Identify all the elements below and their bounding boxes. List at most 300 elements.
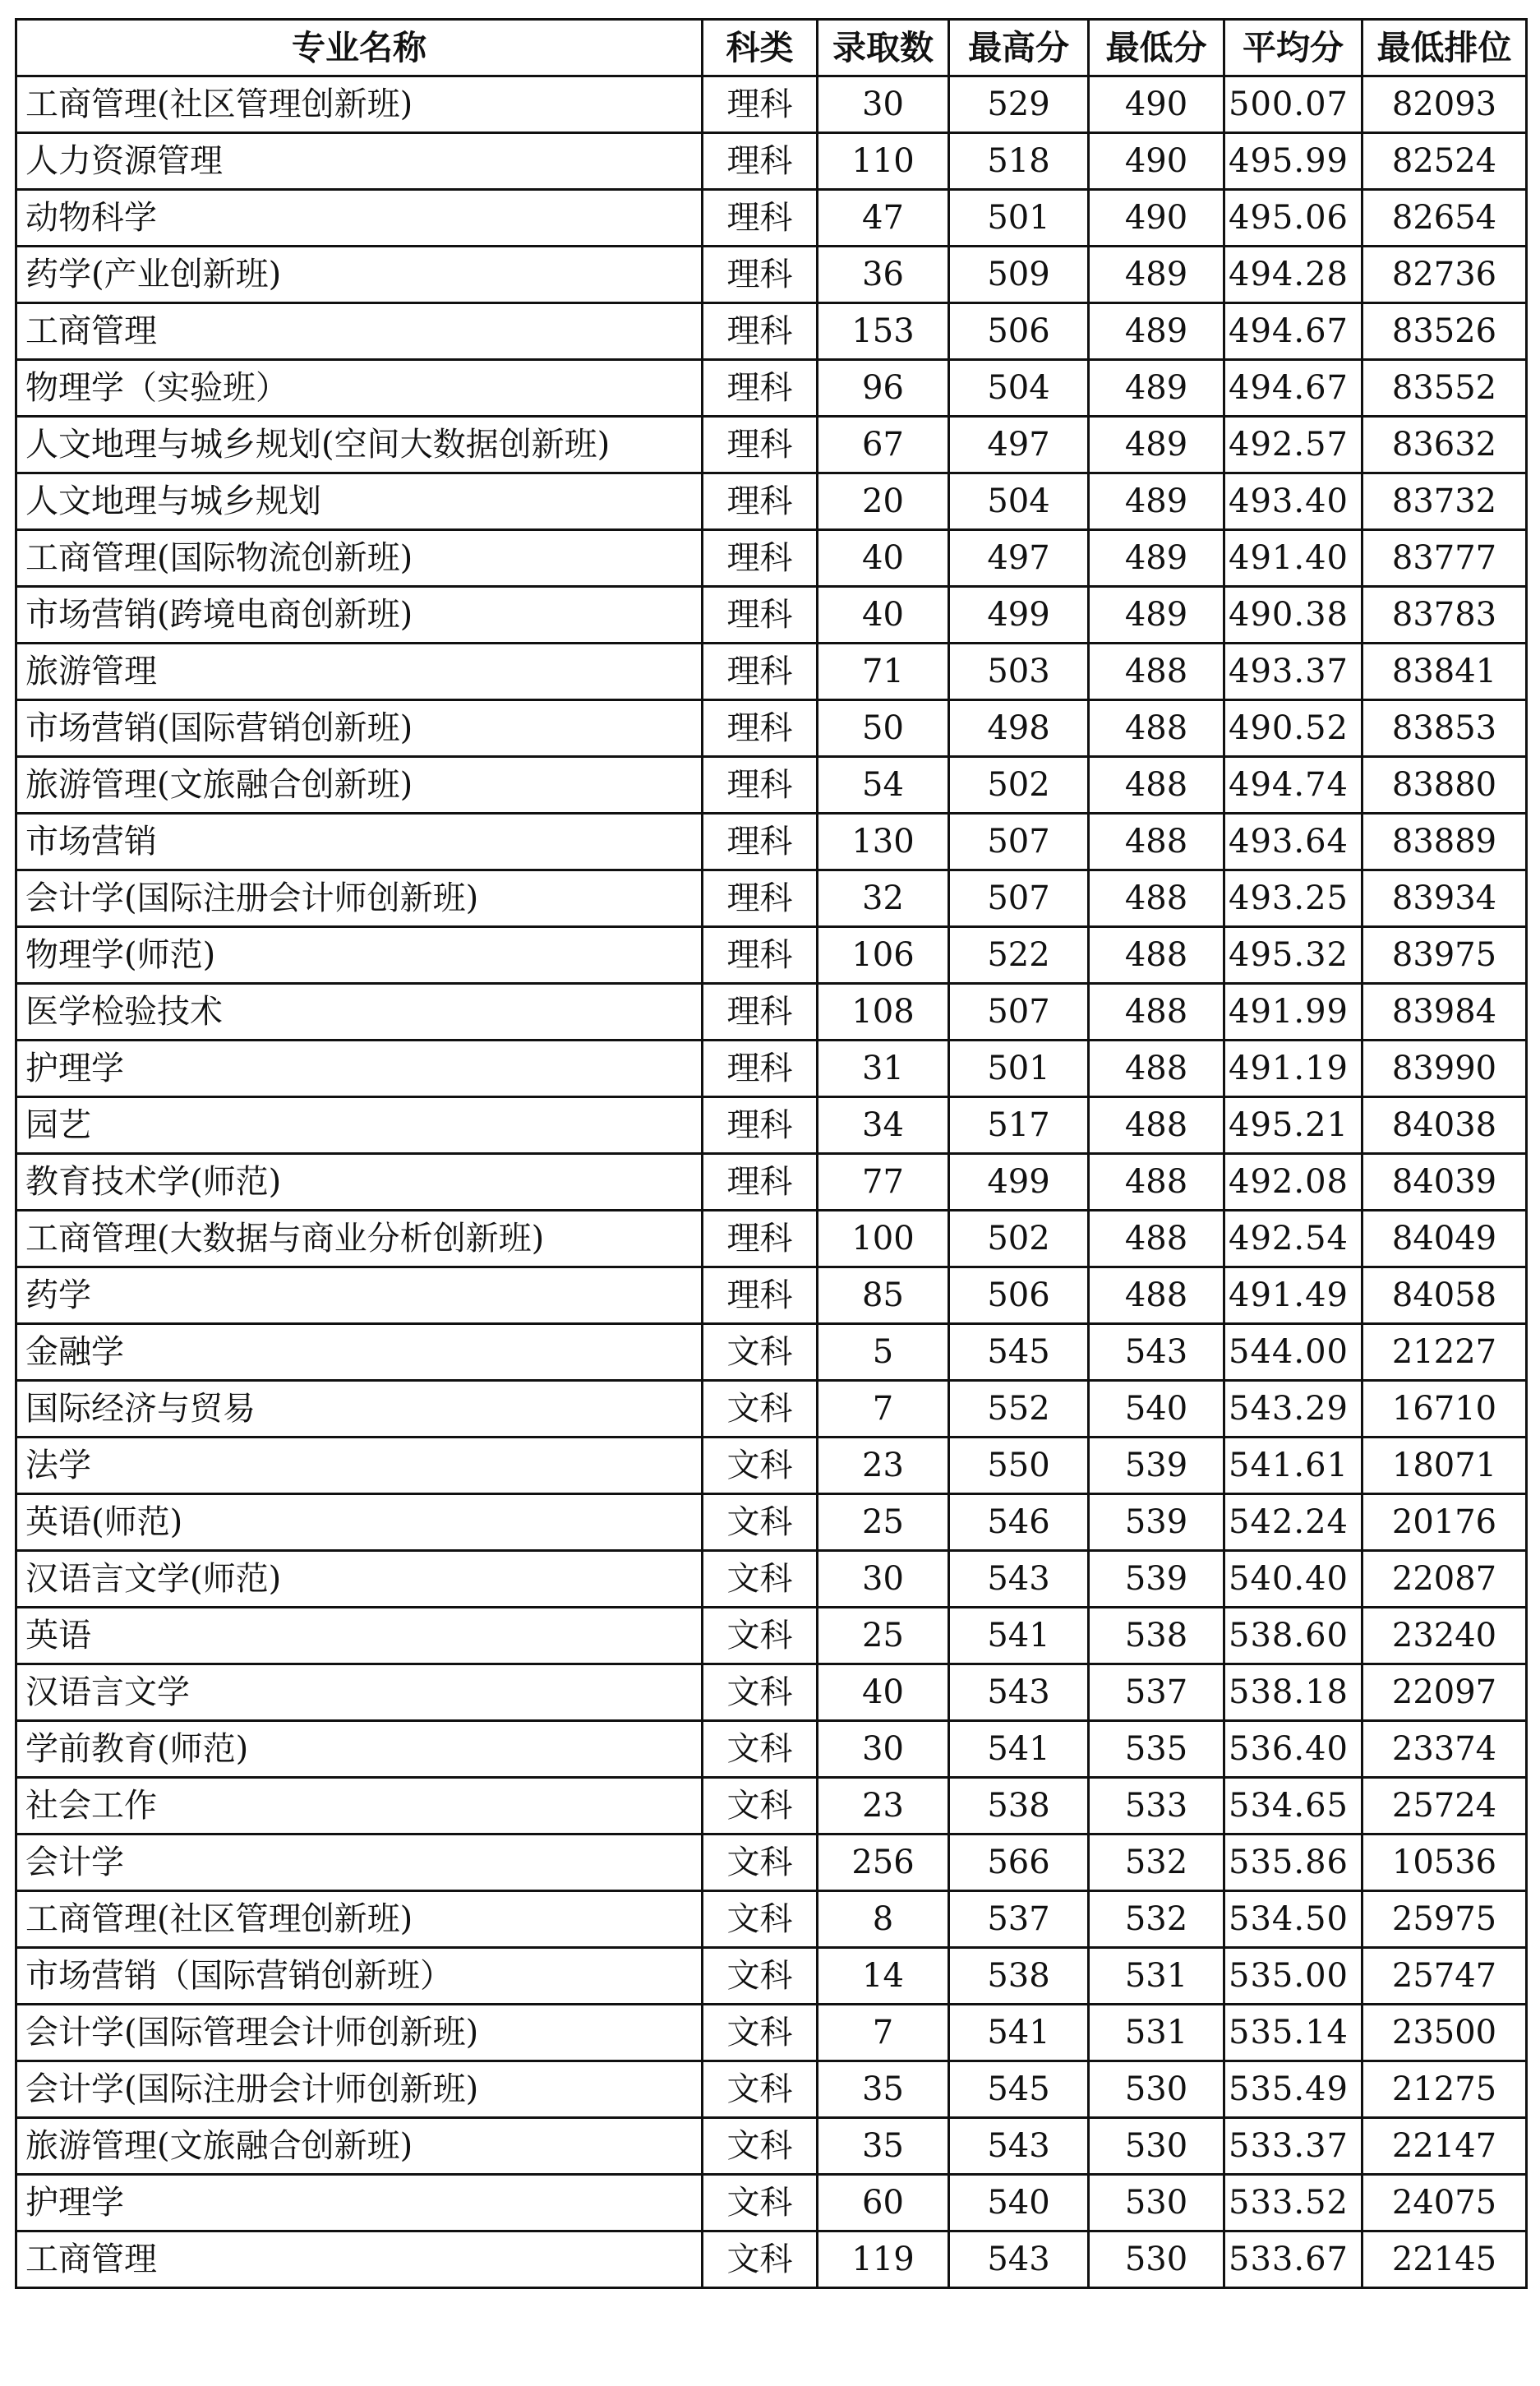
category-cell: 理科 [703, 927, 818, 984]
average-score-cell: 533.67 [1224, 2231, 1362, 2288]
major-name-cell: 法学 [16, 1438, 703, 1494]
admitted-count-cell: 96 [818, 360, 949, 417]
average-score-cell: 536.40 [1224, 1721, 1362, 1778]
table-row [16, 814, 1527, 870]
major-name-cell: 医学检验技术 [16, 984, 703, 1041]
lowest-rank-cell: 22147 [1362, 2118, 1527, 2175]
lowest-score-cell: 488 [1089, 1154, 1224, 1211]
highest-score-cell: 497 [949, 417, 1089, 473]
lowest-rank-cell: 25724 [1362, 1778, 1527, 1834]
table-row [16, 1438, 1527, 1494]
highest-score-cell: 503 [949, 644, 1089, 700]
admitted-count-cell: 35 [818, 2118, 949, 2175]
table-row [16, 1948, 1527, 2005]
major-name-cell: 旅游管理(文旅融合创新班) [16, 2118, 703, 2175]
major-name-cell: 英语(师范) [16, 1494, 703, 1551]
major-name-cell: 会计学(国际注册会计师创新班) [16, 2061, 703, 2118]
lowest-score-cell: 488 [1089, 1097, 1224, 1154]
highest-score-cell: 522 [949, 927, 1089, 984]
table-row [16, 1494, 1527, 1551]
table-row [16, 1211, 1527, 1267]
table-row [16, 1551, 1527, 1608]
table-row [16, 247, 1527, 303]
admitted-count-cell: 7 [818, 2005, 949, 2061]
category-cell: 文科 [703, 1494, 818, 1551]
category-cell: 理科 [703, 757, 818, 814]
lowest-rank-cell: 83777 [1362, 530, 1527, 587]
lowest-rank-cell: 82093 [1362, 76, 1527, 133]
lowest-rank-cell: 24075 [1362, 2175, 1527, 2231]
average-score-cell: 533.37 [1224, 2118, 1362, 2175]
average-score-cell: 538.60 [1224, 1608, 1362, 1664]
admitted-count-cell: 25 [818, 1608, 949, 1664]
average-score-cell: 493.40 [1224, 473, 1362, 530]
lowest-rank-cell: 83632 [1362, 417, 1527, 473]
category-cell: 理科 [703, 133, 818, 190]
lowest-score-cell: 530 [1089, 2061, 1224, 2118]
lowest-rank-cell: 82736 [1362, 247, 1527, 303]
average-score-cell: 492.08 [1224, 1154, 1362, 1211]
table-row [16, 417, 1527, 473]
highest-score-cell: 502 [949, 1211, 1089, 1267]
highest-score-cell: 543 [949, 2231, 1089, 2288]
highest-score-cell: 502 [949, 757, 1089, 814]
highest-score-cell: 499 [949, 1154, 1089, 1211]
lowest-rank-cell: 83841 [1362, 644, 1527, 700]
lowest-score-cell: 530 [1089, 2118, 1224, 2175]
highest-score-cell: 545 [949, 1324, 1089, 1381]
lowest-score-cell: 531 [1089, 1948, 1224, 2005]
lowest-score-cell: 539 [1089, 1551, 1224, 1608]
average-score-cell: 495.21 [1224, 1097, 1362, 1154]
category-cell: 理科 [703, 814, 818, 870]
category-cell: 理科 [703, 76, 818, 133]
admitted-count-cell: 34 [818, 1097, 949, 1154]
major-name-cell: 教育技术学(师范) [16, 1154, 703, 1211]
admitted-count-cell: 50 [818, 700, 949, 757]
lowest-score-cell: 489 [1089, 417, 1224, 473]
average-score-cell: 535.14 [1224, 2005, 1362, 2061]
admitted-count-cell: 40 [818, 1664, 949, 1721]
admitted-count-cell: 30 [818, 1721, 949, 1778]
lowest-score-cell: 488 [1089, 870, 1224, 927]
table-row [16, 587, 1527, 644]
lowest-score-cell: 488 [1089, 1041, 1224, 1097]
header-category: 科类 [703, 20, 818, 76]
lowest-rank-cell: 21275 [1362, 2061, 1527, 2118]
average-score-cell: 494.67 [1224, 303, 1362, 360]
category-cell: 文科 [703, 1834, 818, 1891]
lowest-rank-cell: 25975 [1362, 1891, 1527, 1948]
admitted-count-cell: 119 [818, 2231, 949, 2288]
lowest-score-cell: 543 [1089, 1324, 1224, 1381]
table-row [16, 360, 1527, 417]
admitted-count-cell: 110 [818, 133, 949, 190]
average-score-cell: 541.61 [1224, 1438, 1362, 1494]
category-cell: 理科 [703, 247, 818, 303]
admitted-count-cell: 85 [818, 1267, 949, 1324]
category-cell: 文科 [703, 1891, 818, 1948]
admitted-count-cell: 256 [818, 1834, 949, 1891]
major-name-cell: 工商管理(大数据与商业分析创新班) [16, 1211, 703, 1267]
table-row [16, 1324, 1527, 1381]
table-row [16, 1891, 1527, 1948]
major-name-cell: 市场营销(国际营销创新班) [16, 700, 703, 757]
lowest-rank-cell: 83984 [1362, 984, 1527, 1041]
admitted-count-cell: 23 [818, 1438, 949, 1494]
category-cell: 文科 [703, 1664, 818, 1721]
major-name-cell: 工商管理 [16, 2231, 703, 2288]
lowest-score-cell: 533 [1089, 1778, 1224, 1834]
category-cell: 文科 [703, 1721, 818, 1778]
table-row [16, 1778, 1527, 1834]
average-score-cell: 495.06 [1224, 190, 1362, 247]
average-score-cell: 535.00 [1224, 1948, 1362, 2005]
highest-score-cell: 546 [949, 1494, 1089, 1551]
highest-score-cell: 506 [949, 1267, 1089, 1324]
major-name-cell: 市场营销(跨境电商创新班) [16, 587, 703, 644]
table-row [16, 1834, 1527, 1891]
table-row [16, 870, 1527, 927]
header-highest-score: 最高分 [949, 20, 1089, 76]
lowest-score-cell: 488 [1089, 700, 1224, 757]
admitted-count-cell: 35 [818, 2061, 949, 2118]
major-name-cell: 工商管理(社区管理创新班) [16, 1891, 703, 1948]
admitted-count-cell: 54 [818, 757, 949, 814]
lowest-score-cell: 490 [1089, 133, 1224, 190]
admitted-count-cell: 8 [818, 1891, 949, 1948]
lowest-rank-cell: 83880 [1362, 757, 1527, 814]
lowest-rank-cell: 83889 [1362, 814, 1527, 870]
average-score-cell: 490.38 [1224, 587, 1362, 644]
table-row [16, 757, 1527, 814]
category-cell: 文科 [703, 1381, 818, 1438]
admitted-count-cell: 25 [818, 1494, 949, 1551]
highest-score-cell: 518 [949, 133, 1089, 190]
major-name-cell: 药学(产业创新班) [16, 247, 703, 303]
major-name-cell: 园艺 [16, 1097, 703, 1154]
average-score-cell: 500.07 [1224, 76, 1362, 133]
lowest-rank-cell: 84038 [1362, 1097, 1527, 1154]
category-cell: 理科 [703, 473, 818, 530]
lowest-rank-cell: 21227 [1362, 1324, 1527, 1381]
lowest-score-cell: 489 [1089, 303, 1224, 360]
highest-score-cell: 504 [949, 360, 1089, 417]
lowest-score-cell: 537 [1089, 1664, 1224, 1721]
table-row [16, 984, 1527, 1041]
table-row [16, 473, 1527, 530]
table-row [16, 2231, 1527, 2288]
category-cell: 文科 [703, 1551, 818, 1608]
lowest-rank-cell: 23374 [1362, 1721, 1527, 1778]
average-score-cell: 493.37 [1224, 644, 1362, 700]
major-name-cell: 汉语言文学 [16, 1664, 703, 1721]
major-name-cell: 金融学 [16, 1324, 703, 1381]
admitted-count-cell: 30 [818, 1551, 949, 1608]
category-cell: 理科 [703, 360, 818, 417]
lowest-rank-cell: 10536 [1362, 1834, 1527, 1891]
average-score-cell: 492.54 [1224, 1211, 1362, 1267]
average-score-cell: 534.50 [1224, 1891, 1362, 1948]
admitted-count-cell: 40 [818, 587, 949, 644]
lowest-score-cell: 530 [1089, 2231, 1224, 2288]
category-cell: 文科 [703, 1778, 818, 1834]
major-name-cell: 人力资源管理 [16, 133, 703, 190]
table-row [16, 133, 1527, 190]
table-row [16, 1721, 1527, 1778]
lowest-rank-cell: 83552 [1362, 360, 1527, 417]
header-lowest-score: 最低分 [1089, 20, 1224, 76]
admitted-count-cell: 5 [818, 1324, 949, 1381]
lowest-rank-cell: 22097 [1362, 1664, 1527, 1721]
category-cell: 文科 [703, 1948, 818, 2005]
category-cell: 理科 [703, 1154, 818, 1211]
major-name-cell: 药学 [16, 1267, 703, 1324]
lowest-rank-cell: 83990 [1362, 1041, 1527, 1097]
category-cell: 文科 [703, 2231, 818, 2288]
lowest-score-cell: 535 [1089, 1721, 1224, 1778]
category-cell: 理科 [703, 870, 818, 927]
major-name-cell: 学前教育(师范) [16, 1721, 703, 1778]
average-score-cell: 535.86 [1224, 1834, 1362, 1891]
highest-score-cell: 538 [949, 1778, 1089, 1834]
category-cell: 理科 [703, 644, 818, 700]
table-row [16, 1097, 1527, 1154]
admitted-count-cell: 47 [818, 190, 949, 247]
highest-score-cell: 507 [949, 984, 1089, 1041]
highest-score-cell: 543 [949, 1664, 1089, 1721]
highest-score-cell: 529 [949, 76, 1089, 133]
highest-score-cell: 501 [949, 190, 1089, 247]
category-cell: 理科 [703, 1267, 818, 1324]
highest-score-cell: 543 [949, 1551, 1089, 1608]
lowest-score-cell: 538 [1089, 1608, 1224, 1664]
major-name-cell: 旅游管理 [16, 644, 703, 700]
lowest-rank-cell: 83783 [1362, 587, 1527, 644]
category-cell: 文科 [703, 2118, 818, 2175]
lowest-rank-cell: 20176 [1362, 1494, 1527, 1551]
lowest-rank-cell: 83975 [1362, 927, 1527, 984]
major-name-cell: 工商管理(社区管理创新班) [16, 76, 703, 133]
major-name-cell: 英语 [16, 1608, 703, 1664]
lowest-score-cell: 532 [1089, 1891, 1224, 1948]
table-row [16, 1041, 1527, 1097]
average-score-cell: 494.74 [1224, 757, 1362, 814]
highest-score-cell: 543 [949, 2118, 1089, 2175]
table-row [16, 1154, 1527, 1211]
category-cell: 文科 [703, 1438, 818, 1494]
major-name-cell: 汉语言文学(师范) [16, 1551, 703, 1608]
lowest-rank-cell: 22087 [1362, 1551, 1527, 1608]
header-admitted-count: 录取数 [818, 20, 949, 76]
highest-score-cell: 501 [949, 1041, 1089, 1097]
admitted-count-cell: 108 [818, 984, 949, 1041]
lowest-rank-cell: 82524 [1362, 133, 1527, 190]
header-average-score: 平均分 [1224, 20, 1362, 76]
lowest-rank-cell: 83853 [1362, 700, 1527, 757]
lowest-score-cell: 539 [1089, 1494, 1224, 1551]
category-cell: 文科 [703, 2175, 818, 2231]
average-score-cell: 490.52 [1224, 700, 1362, 757]
admitted-count-cell: 30 [818, 76, 949, 133]
admitted-count-cell: 153 [818, 303, 949, 360]
lowest-score-cell: 488 [1089, 757, 1224, 814]
lowest-rank-cell: 25747 [1362, 1948, 1527, 2005]
lowest-score-cell: 531 [1089, 2005, 1224, 2061]
table-row [16, 76, 1527, 133]
admitted-count-cell: 71 [818, 644, 949, 700]
table-body [16, 76, 1527, 2288]
lowest-rank-cell: 83934 [1362, 870, 1527, 927]
highest-score-cell: 517 [949, 1097, 1089, 1154]
lowest-rank-cell: 83732 [1362, 473, 1527, 530]
admitted-count-cell: 20 [818, 473, 949, 530]
table-row [16, 644, 1527, 700]
header-major-name: 专业名称 [16, 20, 703, 76]
admitted-count-cell: 67 [818, 417, 949, 473]
major-name-cell: 人文地理与城乡规划(空间大数据创新班) [16, 417, 703, 473]
major-name-cell: 会计学 [16, 1834, 703, 1891]
category-cell: 理科 [703, 1097, 818, 1154]
table-row [16, 700, 1527, 757]
average-score-cell: 533.52 [1224, 2175, 1362, 2231]
table-row [16, 1381, 1527, 1438]
average-score-cell: 493.64 [1224, 814, 1362, 870]
lowest-score-cell: 490 [1089, 76, 1224, 133]
major-name-cell: 动物科学 [16, 190, 703, 247]
lowest-rank-cell: 83526 [1362, 303, 1527, 360]
table-row [16, 2175, 1527, 2231]
table-row [16, 2061, 1527, 2118]
lowest-score-cell: 489 [1089, 360, 1224, 417]
average-score-cell: 540.40 [1224, 1551, 1362, 1608]
average-score-cell: 542.24 [1224, 1494, 1362, 1551]
major-name-cell: 物理学（实验班） [16, 360, 703, 417]
category-cell: 理科 [703, 417, 818, 473]
lowest-rank-cell: 22145 [1362, 2231, 1527, 2288]
lowest-rank-cell: 82654 [1362, 190, 1527, 247]
average-score-cell: 492.57 [1224, 417, 1362, 473]
lowest-rank-cell: 23240 [1362, 1608, 1527, 1664]
admission-score-sheet [15, 18, 1525, 2289]
admitted-count-cell: 7 [818, 1381, 949, 1438]
average-score-cell: 491.49 [1224, 1267, 1362, 1324]
lowest-score-cell: 540 [1089, 1381, 1224, 1438]
major-name-cell: 人文地理与城乡规划 [16, 473, 703, 530]
average-score-cell: 491.99 [1224, 984, 1362, 1041]
highest-score-cell: 499 [949, 587, 1089, 644]
admission-score-table [15, 18, 1528, 2289]
major-name-cell: 工商管理(国际物流创新班) [16, 530, 703, 587]
major-name-cell: 市场营销（国际营销创新班） [16, 1948, 703, 2005]
major-name-cell: 社会工作 [16, 1778, 703, 1834]
highest-score-cell: 552 [949, 1381, 1089, 1438]
lowest-rank-cell: 18071 [1362, 1438, 1527, 1494]
major-name-cell: 会计学(国际管理会计师创新班) [16, 2005, 703, 2061]
highest-score-cell: 509 [949, 247, 1089, 303]
lowest-rank-cell: 84049 [1362, 1211, 1527, 1267]
admitted-count-cell: 14 [818, 1948, 949, 2005]
category-cell: 理科 [703, 1041, 818, 1097]
lowest-score-cell: 532 [1089, 1834, 1224, 1891]
highest-score-cell: 545 [949, 2061, 1089, 2118]
highest-score-cell: 537 [949, 1891, 1089, 1948]
table-row [16, 303, 1527, 360]
major-name-cell: 护理学 [16, 1041, 703, 1097]
highest-score-cell: 506 [949, 303, 1089, 360]
lowest-score-cell: 488 [1089, 927, 1224, 984]
major-name-cell: 旅游管理(文旅融合创新班) [16, 757, 703, 814]
category-cell: 理科 [703, 1211, 818, 1267]
average-score-cell: 538.18 [1224, 1664, 1362, 1721]
lowest-score-cell: 489 [1089, 530, 1224, 587]
lowest-score-cell: 488 [1089, 644, 1224, 700]
highest-score-cell: 497 [949, 530, 1089, 587]
lowest-rank-cell: 84058 [1362, 1267, 1527, 1324]
table-row [16, 927, 1527, 984]
highest-score-cell: 550 [949, 1438, 1089, 1494]
lowest-score-cell: 488 [1089, 1267, 1224, 1324]
table-header-row [16, 20, 1527, 76]
highest-score-cell: 538 [949, 1948, 1089, 2005]
category-cell: 文科 [703, 1324, 818, 1381]
table-row [16, 530, 1527, 587]
average-score-cell: 491.19 [1224, 1041, 1362, 1097]
admitted-count-cell: 40 [818, 530, 949, 587]
average-score-cell: 493.25 [1224, 870, 1362, 927]
average-score-cell: 494.28 [1224, 247, 1362, 303]
major-name-cell: 护理学 [16, 2175, 703, 2231]
major-name-cell: 市场营销 [16, 814, 703, 870]
table-row [16, 1608, 1527, 1664]
average-score-cell: 544.00 [1224, 1324, 1362, 1381]
admitted-count-cell: 100 [818, 1211, 949, 1267]
lowest-score-cell: 530 [1089, 2175, 1224, 2231]
admitted-count-cell: 130 [818, 814, 949, 870]
table-row [16, 2118, 1527, 2175]
admitted-count-cell: 77 [818, 1154, 949, 1211]
lowest-score-cell: 489 [1089, 247, 1224, 303]
category-cell: 理科 [703, 303, 818, 360]
admitted-count-cell: 60 [818, 2175, 949, 2231]
highest-score-cell: 541 [949, 1721, 1089, 1778]
lowest-score-cell: 490 [1089, 190, 1224, 247]
highest-score-cell: 507 [949, 814, 1089, 870]
lowest-rank-cell: 84039 [1362, 1154, 1527, 1211]
admitted-count-cell: 106 [818, 927, 949, 984]
highest-score-cell: 507 [949, 870, 1089, 927]
category-cell: 文科 [703, 2061, 818, 2118]
average-score-cell: 491.40 [1224, 530, 1362, 587]
major-name-cell: 会计学(国际注册会计师创新班) [16, 870, 703, 927]
highest-score-cell: 541 [949, 1608, 1089, 1664]
average-score-cell: 495.99 [1224, 133, 1362, 190]
average-score-cell: 543.29 [1224, 1381, 1362, 1438]
major-name-cell: 物理学(师范) [16, 927, 703, 984]
highest-score-cell: 541 [949, 2005, 1089, 2061]
table-row [16, 1664, 1527, 1721]
admitted-count-cell: 32 [818, 870, 949, 927]
category-cell: 文科 [703, 2005, 818, 2061]
average-score-cell: 534.65 [1224, 1778, 1362, 1834]
average-score-cell: 495.32 [1224, 927, 1362, 984]
average-score-cell: 494.67 [1224, 360, 1362, 417]
lowest-score-cell: 539 [1089, 1438, 1224, 1494]
lowest-score-cell: 489 [1089, 473, 1224, 530]
lowest-rank-cell: 16710 [1362, 1381, 1527, 1438]
average-score-cell: 535.49 [1224, 2061, 1362, 2118]
lowest-score-cell: 489 [1089, 587, 1224, 644]
